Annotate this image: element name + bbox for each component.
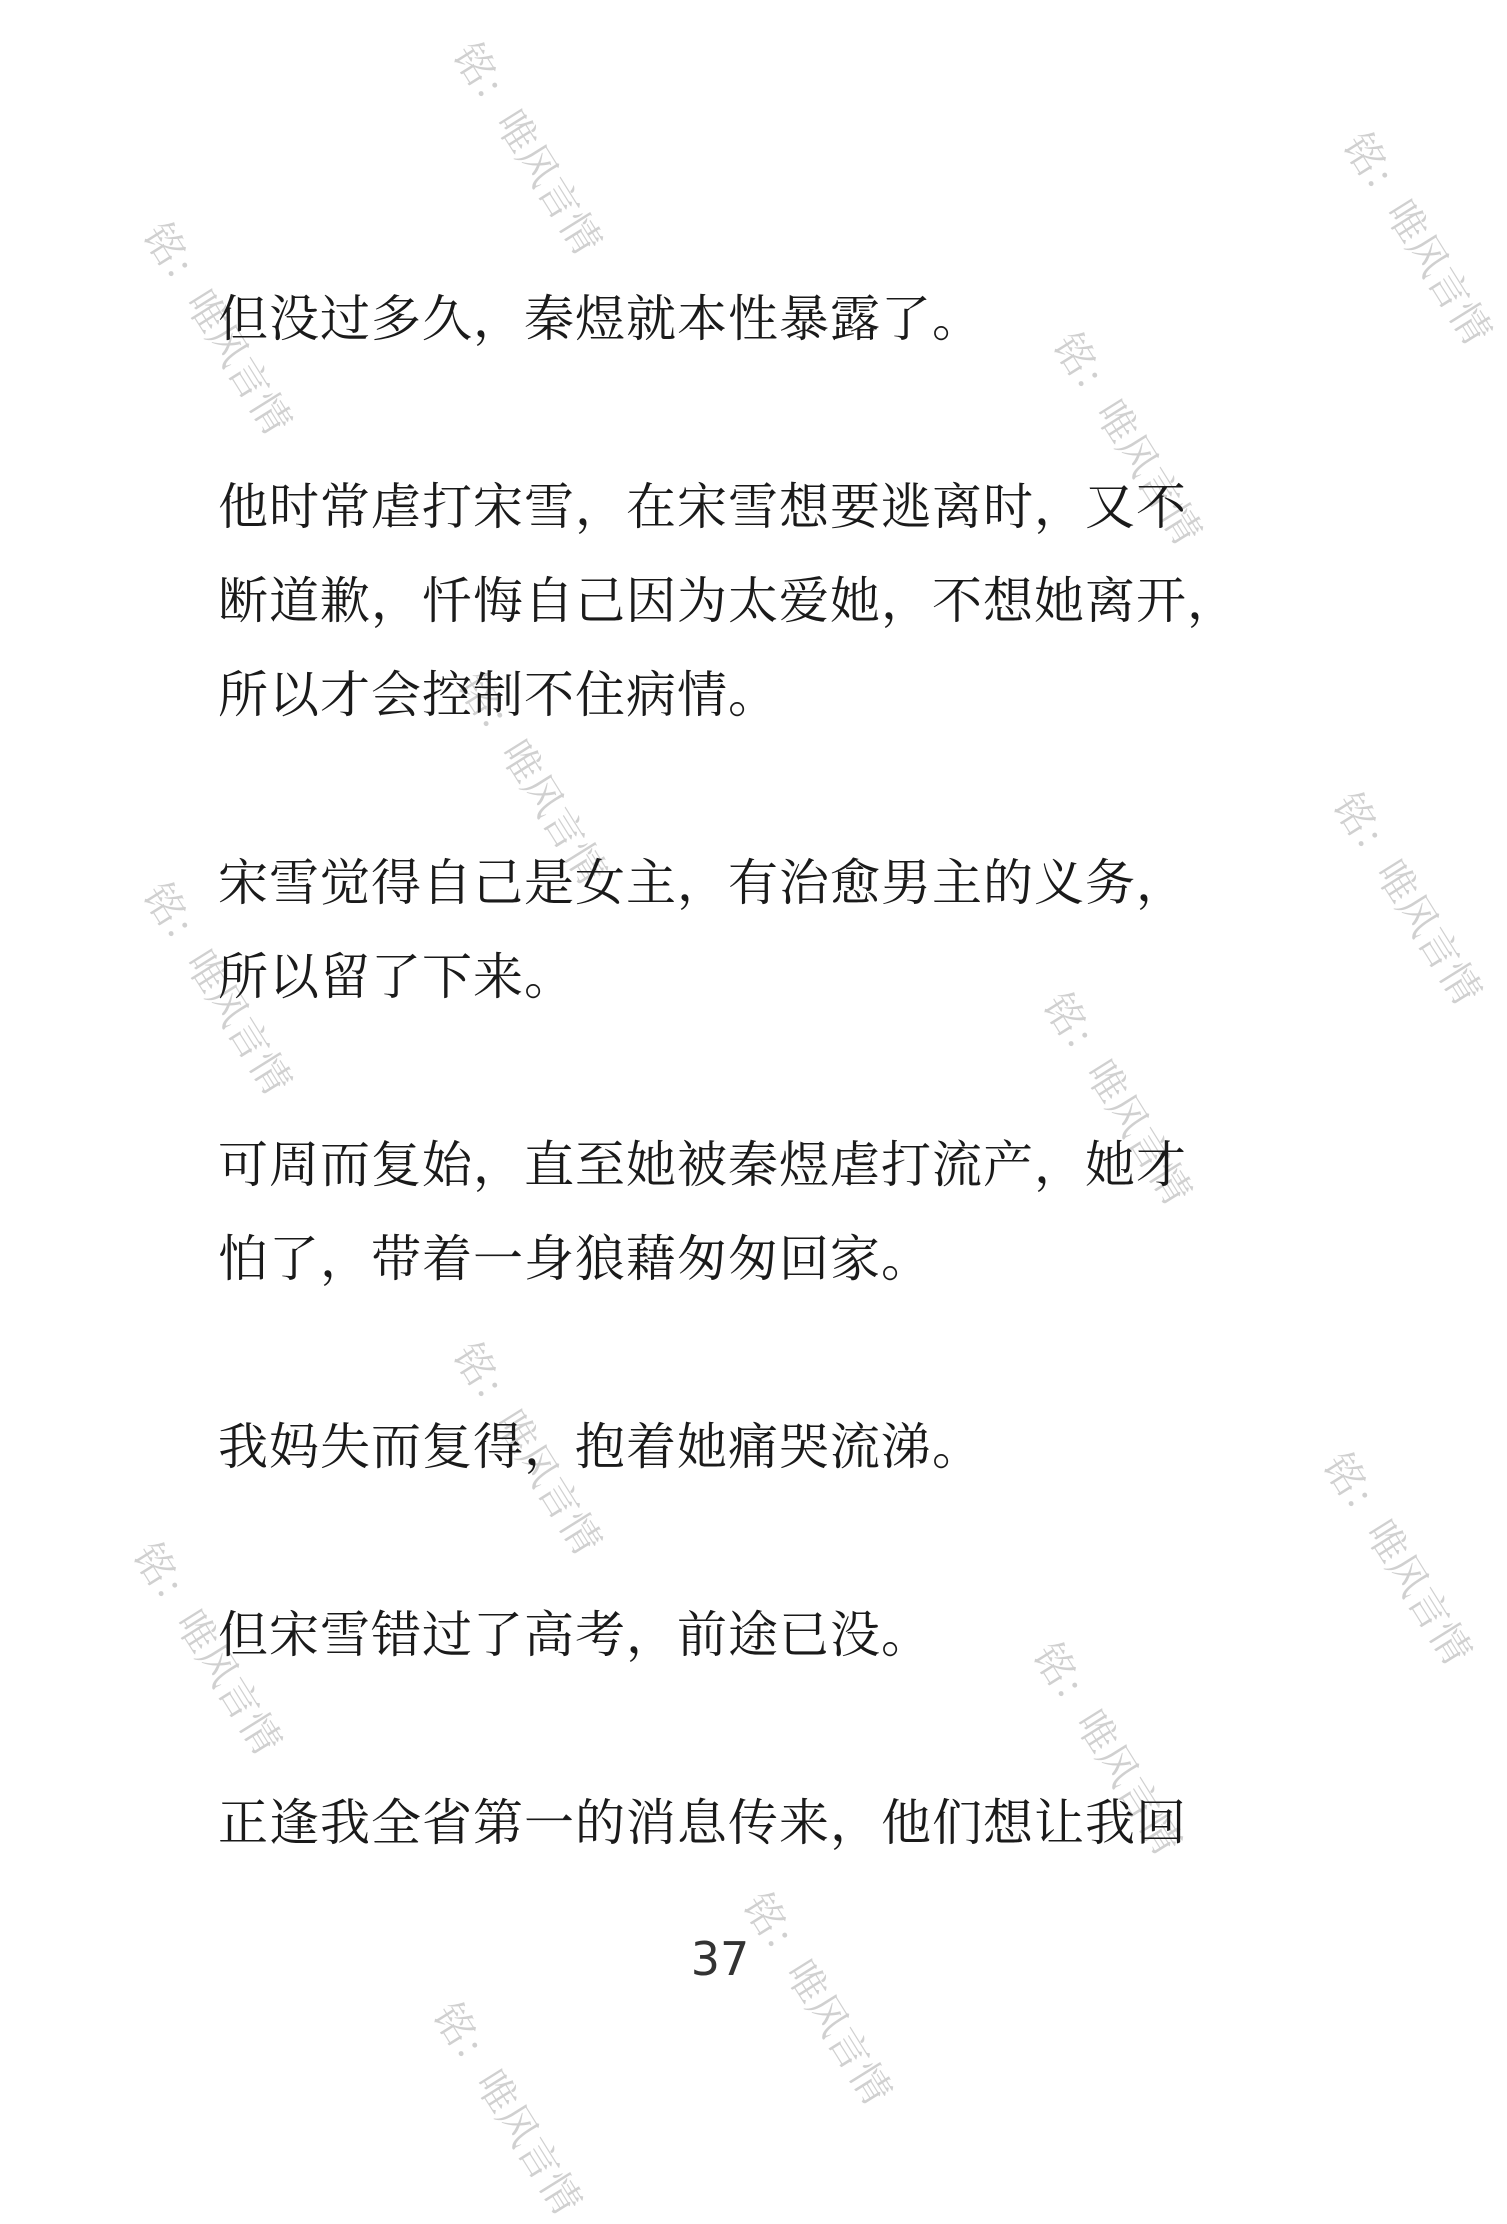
paragraph-line: 但没过多久，秦煜就本性暴露了。	[218, 290, 983, 348]
watermark: 铭：唯风言情	[1323, 784, 1490, 1013]
watermark: 铭：唯风言情	[1023, 1634, 1190, 1863]
watermark: 铭：唯风言情	[123, 1534, 290, 1763]
paragraph-line: 他时常虐打宋雪，在宋雪想要逃离时，又不	[218, 478, 1187, 536]
paragraph-line: 宋雪觉得自己是女主，有治愈男主的义务，	[218, 854, 1187, 912]
watermark: 铭：唯风言情	[133, 874, 300, 1103]
paragraph-line: 所以才会控制不住病情。	[218, 666, 779, 724]
paragraph-line: 我妈失而复得，抱着她痛哭流涕。	[218, 1418, 983, 1476]
watermark: 铭：唯风言情	[1033, 984, 1200, 1213]
watermark: 铭：唯风言情	[1313, 1444, 1480, 1673]
paragraph-line: 但宋雪错过了高考，前途已没。	[218, 1606, 932, 1664]
article-body	[218, 272, 1238, 1870]
watermark: 铭：唯风言情	[443, 34, 610, 263]
watermark: 铭：唯风言情	[443, 1334, 610, 1563]
paragraph-line: 怕了，带着一身狼藉匆匆回家。	[218, 1230, 932, 1288]
watermark: 铭：唯风言情	[448, 664, 615, 893]
paragraph-line: 断道歉，忏悔自己因为太爱她，不想她离开，	[218, 572, 1238, 630]
watermark: 铭：唯风言情	[423, 1994, 590, 2223]
paragraph-line: 可周而复始，直至她被秦煜虐打流产，她才	[218, 1136, 1187, 1194]
watermark: 铭：唯风言情	[1333, 124, 1500, 353]
page-number: 37	[690, 1932, 750, 1986]
watermark: 铭：唯风言情	[1043, 324, 1210, 553]
paragraph-line: 所以留了下来。	[218, 948, 575, 1006]
paragraph-line: 正逢我全省第一的消息传来，他们想让我回	[218, 1794, 1187, 1852]
watermark: 铭：唯风言情	[133, 214, 300, 443]
watermark: 铭：唯风言情	[733, 1884, 900, 2113]
